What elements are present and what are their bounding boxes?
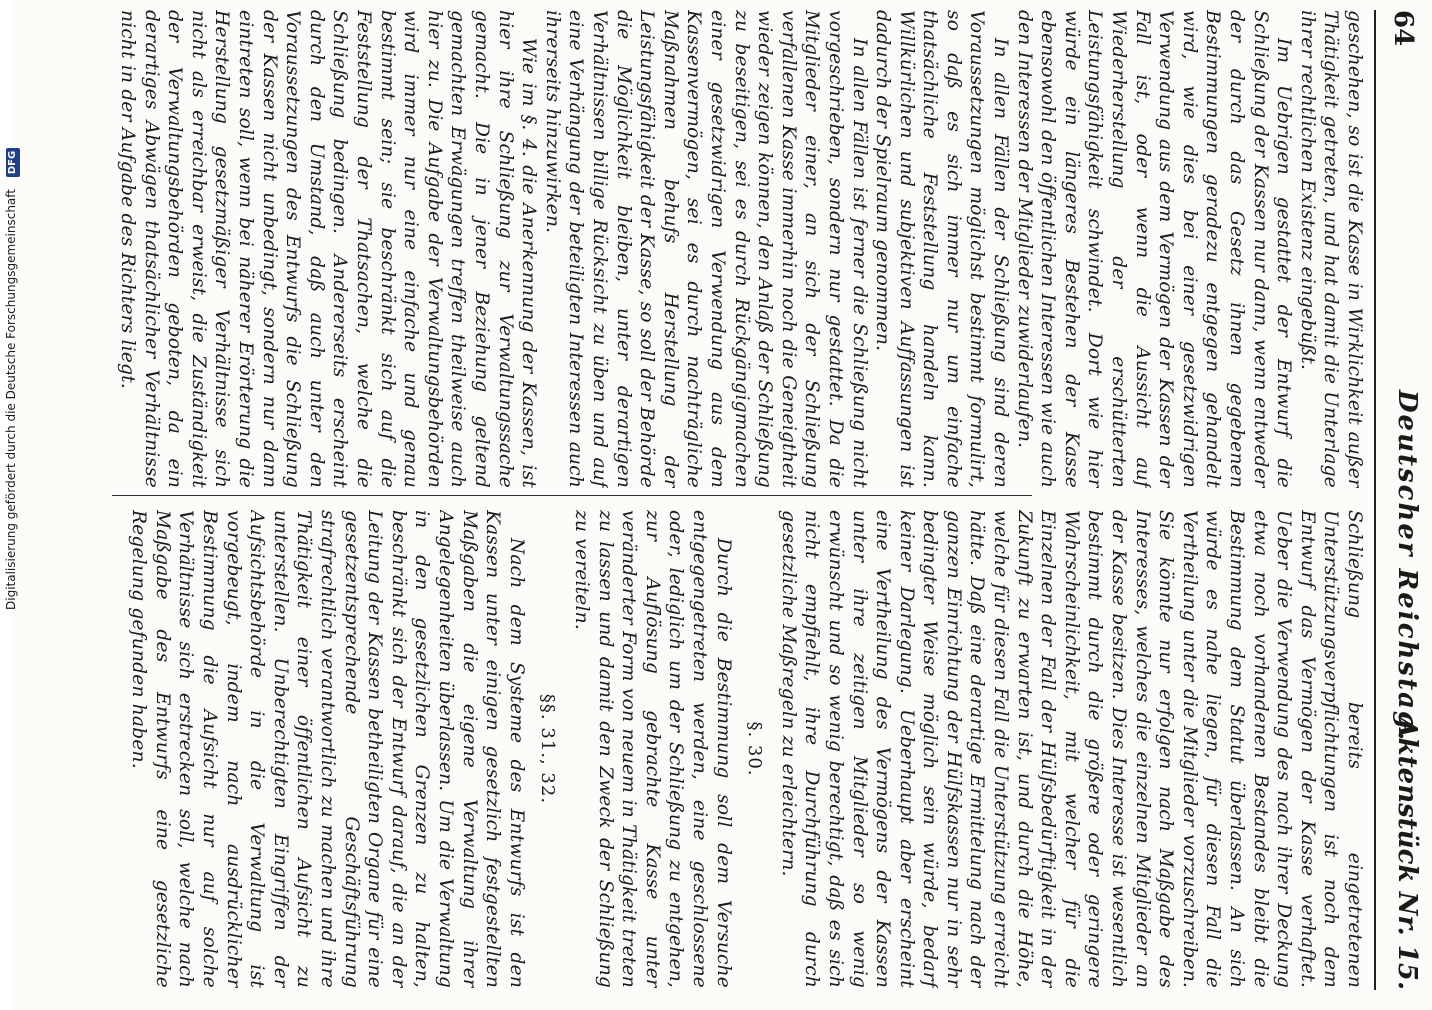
left-column — [116, 10, 1366, 488]
paragraph: Wie im §. 4. die Anerkennung der Kassen, ist hier ihre Schließung zur Verwaltungssache gemacht. Die in jener Beziehung geltend gemachten Erwägungen treffen theilweise auch hier zu. Die Aufgabe der Verwaltungsbehörden wird immer nur eine einfache und genau bestimmt sein; sie beschränkt sich auf die Feststellung der Thatsachen, welche die Schließung bedingen. Andererseits erscheint durch den Umstand, daß auch unter den Voraussetzungen des Entwurfs die Schließung der Kassen nicht unbedingt, sondern nur dann eintreten soll, wenn bei näherer Erörterung die Herstellung gesetzmäßiger Verhältnisse sich nicht als erreichbar erweist, die Zuständigkeit der Verwaltungsbehörden geboten, da ein derartiges Abwägen thatsächlicher Verhältnisse nicht in der Aufgabe des Richters liegt. — [117, 10, 540, 488]
paragraph: Durch die Bestimmung soll dem Versuche entgegengetreten werden, eine geschlossene oder, lediglich um der Schließung zu entgehen, zur Auflösung gebrachte Kasse unter veränderter Form von neuem in Thätigkeit treten zu lassen und damit den Zweck der Schließung zu vereiteln. — [571, 510, 734, 988]
header-rule — [1374, 10, 1376, 990]
journal-title: Deutscher Reichstag. — [1392, 390, 1422, 743]
digitization-credit — [4, 150, 20, 610]
paragraph: Nach dem Systeme des Entwurfs ist den Kassen unter einigen gesetzlich festgestellten Maßgaben die eigene Verwaltung ihrer Angelegenheiten überlassen. Um die Verwaltung in den gesetzlichen Grenzen zu halten, beschränkt sich der Entwurf darauf, die an der Leitung der Kassen betheiligten Organe für eine gesetzentsprechende Geschäftsführung strafrechtlich verantwortlich zu machen und ihre Thätigkeit einer öffentlichen Aufsicht zu unterstellen. Unberechtigten Eingriffen der Aufsichtsbehörde in die Verwaltung ist vorgebeugt, indem nach ausdrücklicher Bestimmung die Aufsicht nur auf solche Verhältnisse sich erstrecken soll, welche nach Maßgabe des Entwurfs eine gesetzliche Regelung gefunden haben. — [128, 510, 527, 988]
section-heading: §. 30. — [744, 721, 766, 777]
scanned-page — [12, 0, 1432, 1010]
dfg-logo: DFG — [6, 148, 20, 177]
paragraph: Schließung bereits eingetretenen Unterstützungsverpflichtungen ist noch dem Entwurf das Vermögen der Kasse verhaftet. Ueber die Verwendung des nach ihrer Deckung etwa noch vorhandenen Bestandes bleibt die Bestimmung dem Statut überlassen. An sich würde es nahe liegen, für diesen Fall die Vertheilung unter die Mitglieder vorzuschreiben. Sie könnte nur erfolgen nach Maßgabe des Interesses, welches die einzelnen Mitglieder an der Kasse besitzen. Dies Interesse ist wesentlich bestimmt durch die größere oder geringere Wahrscheinlichkeit, mit welcher für die Einzelnen der Fall der Hülfsbedürftigkeit in der Zukunft zu erwarten ist, und durch die Höhe, welche für diesen Fall die Unterstützung erreicht hätte. Daß eine derartige Ermittelung nach der ganzen Einrichtung der Hülfskassen nur in sehr bedingter Weise möglich sein würde, bedarf keiner Darlegung. Ueberhaupt aber erscheint eine Vertheilung des Vermögens der Kassen unter ihre zeitigen Mitglieder so wenig erwünscht und so wenig berechtigt, daß es sich nicht empfiehlt, ihre Durchführung durch gesetzliche Maßregeln zu erleichtern. — [777, 510, 1365, 988]
paragraph: In allen Fällen ist ferner die Schließung nicht vorgeschrieben, sondern nur gestattet. Da die Mitglieder einer, an sich der Schließung verfallenen Kasse immerhin noch die Geneigtheit wieder zeigen können, den Anlaß der Schließung zu beseitigen, sei es durch Rückgängigmachen einer gesetzwidrigen Verwendung aus dem Kassenvermögen, sei es durch nachträgliche Maßnahmen behufs Herstellung der Leistungsfähigkeit der Kasse, so soll der Behörde die Möglichkeit bleiben, unter derartigen Verhältnissen billige Rücksicht zu üben und auf eine Verhängung der beteiligten Interessen auch ihrerseits hinzuwirken. — [541, 10, 870, 488]
paragraph: Im Uebrigen gestattet der Entwurf die Schließung der Kassen nur dann, wenn entweder der durch das Gesetz ihnen gegebenen Bestimmungen geradezu entgegen gehandelt wird, wie dies bei einer gesetzwidrigen Verwendung aus dem Vermögen der Kassen der Fall ist, oder wenn die Aussicht auf Wiederherstellung der erschütterten Leistungsfähigkeit schwindet. Dort wie hier würde ein längeres Bestehen der Kasse ebensowohl den öffentlichen Interessen wie auch den Interessen der Mitglieder zuwiderlaufen. — [1013, 10, 1295, 488]
credit-text: Digitalisierung gefördert durch die Deutsche Forschungsgemeinschaft — [4, 188, 18, 610]
column-divider — [112, 495, 1032, 496]
page-header — [1378, 10, 1422, 990]
document-reference: Aktenstück Nr. 15. — [1392, 717, 1422, 990]
page-number: 64 — [1388, 10, 1418, 47]
section-heading — [116, 510, 117, 988]
section-heading: §§. 31., 32. — [537, 693, 559, 805]
right-column — [116, 510, 1366, 988]
paragraph: In allen Fällen der Schließung sind deren Voraussetzungen möglichst bestimmt formulirt, so daß es sich immer nur um einfache thatsächliche Feststellung handeln kann. Willkürlichen und subjektiven Auffassungen ist dadurch der Spielraum genommen. — [872, 10, 1012, 488]
paragraph: geschehen, so ist die Kasse in Wirklichkeit außer Thätigkeit getreten, und hat damit die Unterlage ihrer rechtlichen Existenz eingebüßt. — [1296, 10, 1365, 488]
